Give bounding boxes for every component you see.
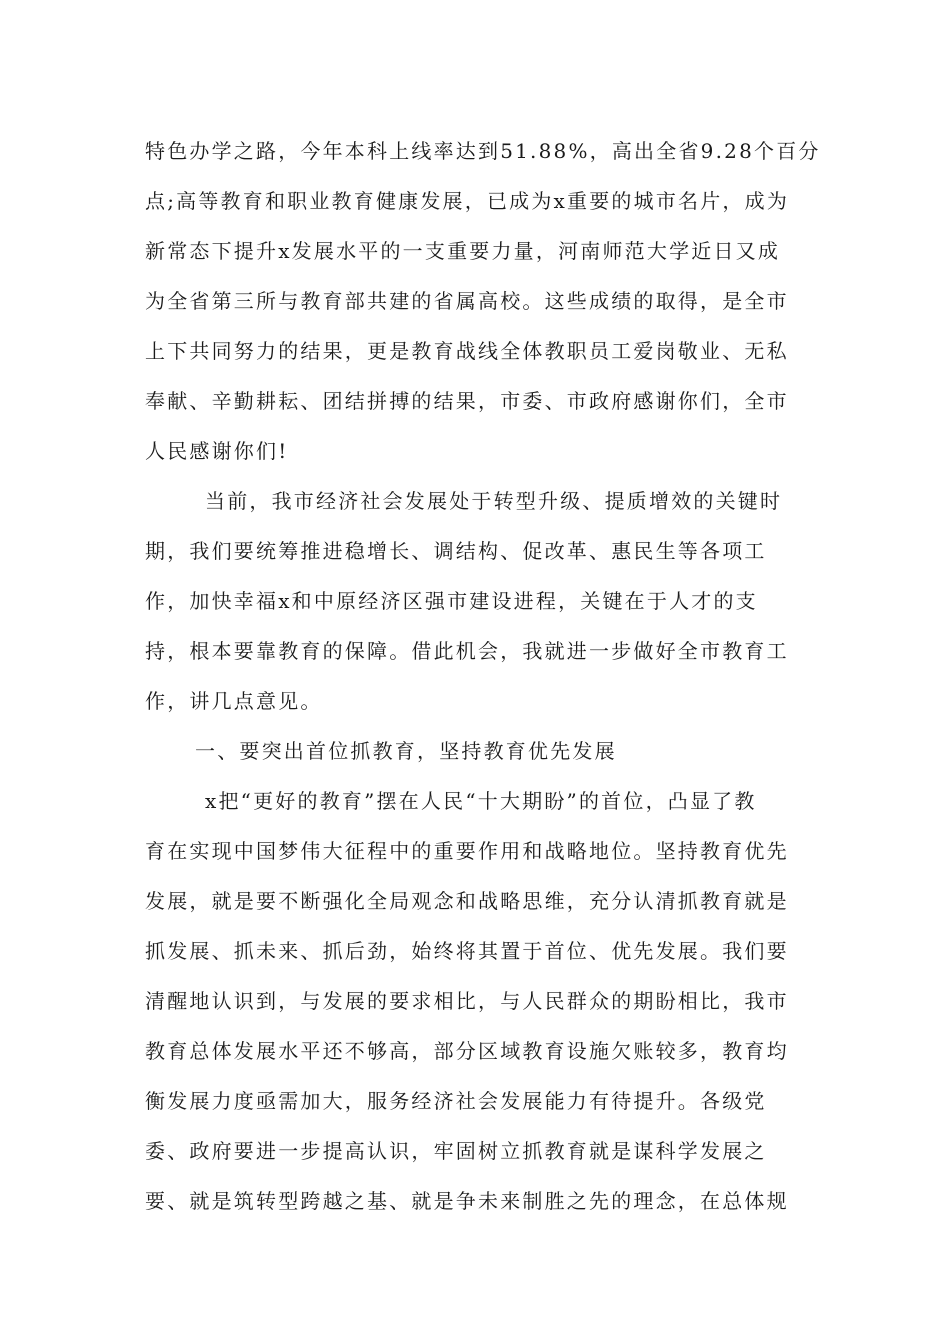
text-line: 人民感谢你们! xyxy=(145,439,289,463)
text-line: 作，讲几点意见。 xyxy=(145,689,323,713)
text-line: 期，我们要统筹推进稳增长、调结构、促改革、惠民生等各项工 xyxy=(145,539,767,563)
text-line: 发展，就是要不断强化全局观念和战略思维，充分认清抓教育就是 xyxy=(145,889,789,913)
text-line: x把“更好的教育”摆在人民“十大期盼”的首位，凸显了教 xyxy=(205,789,757,813)
text-line: 新常态下提升x发展水平的一支重要力量，河南师范大学近日又成 xyxy=(145,239,781,263)
heading-text: 一、要突出首位抓教育，坚持教育优先发展 xyxy=(195,739,617,763)
text-line: 当前，我市经济社会发展处于转型升级、提质增效的关键时 xyxy=(205,489,783,513)
text-line: 清醒地认识到，与发展的要求相比，与人民群众的期盼相比，我市 xyxy=(145,989,789,1013)
section-heading xyxy=(145,726,805,776)
text-line: 点;高等教育和职业教育健康发展，已成为x重要的城市名片，成为 xyxy=(145,189,790,213)
text-line: 上下共同努力的结果，更是教育战线全体教职员工爱岗敬业、无私 xyxy=(145,339,789,363)
paragraph-3 xyxy=(145,776,805,1226)
text-line: 奉献、辛勤耕耘、团结拼搏的结果，市委、市政府感谢你们，全市 xyxy=(145,389,789,413)
text-line: 特色办学之路，今年本科上线率达到51.88%，高出全省9.28个百分 xyxy=(145,139,821,163)
paragraph-1 xyxy=(145,126,821,476)
text-line: 委、政府要进一步提高认识，牢固树立抓教育就是谋科学发展之 xyxy=(145,1139,767,1163)
text-line: 为全省第三所与教育部共建的省属高校。这些成绩的取得，是全市 xyxy=(145,289,789,313)
text-line: 抓发展、抓未来、抓后劲，始终将其置于首位、优先发展。我们要 xyxy=(145,939,789,963)
text-line: 作，加快幸福x和中原经济区强市建设进程，关键在于人才的支 xyxy=(145,589,758,613)
text-line: 衡发展力度亟需加大，服务经济社会发展能力有待提升。各级党 xyxy=(145,1089,767,1113)
text-line: 育在实现中国梦伟大征程中的重要作用和战略地位。坚持教育优先 xyxy=(145,839,789,863)
text-line: 持，根本要靠教育的保障。借此机会，我就进一步做好全市教育工 xyxy=(145,639,789,663)
text-line: 教育总体发展水平还不够高，部分区域教育设施欠账较多，教育均 xyxy=(145,1039,789,1063)
text-line: 要、就是筑转型跨越之基、就是争未来制胜之先的理念，在总体规 xyxy=(145,1189,789,1213)
document-body xyxy=(145,126,821,1226)
paragraph-2 xyxy=(145,476,805,726)
